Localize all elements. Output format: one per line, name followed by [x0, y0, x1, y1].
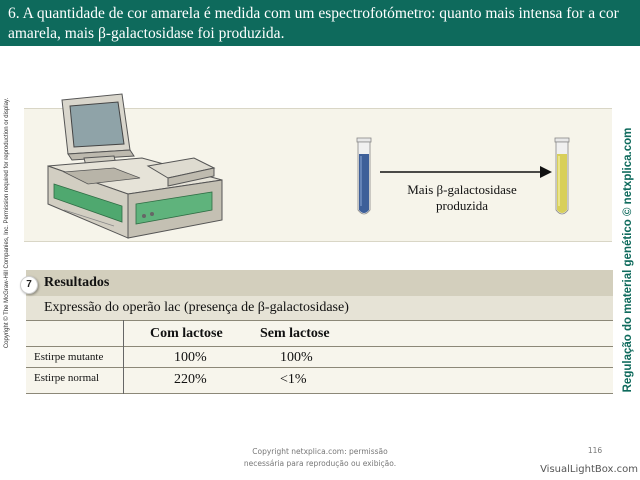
step-badge: 7	[20, 276, 38, 294]
footer-copyright-line1: Copyright netxplica.com: permissão	[252, 447, 388, 456]
table-divider	[26, 320, 613, 321]
side-title: Regulação do material genético © netxplica.com	[622, 127, 634, 393]
blue-test-tube-icon	[354, 136, 374, 220]
page-number: 116	[587, 446, 603, 455]
table-divider	[26, 367, 613, 368]
table-divider	[26, 393, 613, 394]
results-subheading: Expressão do operão lac (presença de β-galactosidase)	[26, 296, 613, 320]
results-heading: Resultados	[26, 270, 613, 296]
cell-mutante-sem: 100%	[280, 350, 313, 365]
row-label-mutante: Estirpe mutante	[34, 351, 104, 363]
spectrophotometer-illustration	[44, 92, 224, 242]
column-header-com-lactose: Com lactose	[150, 326, 223, 341]
results-table	[26, 270, 613, 394]
cell-mutante-com: 100%	[174, 350, 207, 365]
slide-title: 6. A quantidade de cor amarela é medida com um espectrofotómetro: quanto mais intensa for a cor amarela, mais β-galactosidase foi produzida.	[0, 0, 640, 46]
watermark-link[interactable]: VisualLightBox.com	[540, 464, 638, 475]
footer-copyright	[210, 446, 430, 470]
table-divider	[26, 346, 613, 347]
cell-normal-com: 220%	[174, 372, 207, 387]
arrow-icon	[376, 160, 554, 184]
tube-caption-line1: Mais β-galactosidase	[407, 182, 517, 197]
yellow-test-tube-icon	[552, 136, 572, 220]
side-copyright: Copyright © The McGraw-Hill Companies, Inc. Permission required for reproduction or display.	[4, 97, 10, 349]
tube-caption	[382, 182, 542, 214]
column-header-sem-lactose: Sem lactose	[260, 326, 330, 341]
row-label-normal: Estirpe normal	[34, 372, 100, 384]
footer-copyright-line2: necessária para reprodução ou exibição.	[243, 459, 397, 468]
tube-caption-line2: produzida	[436, 198, 488, 213]
cell-normal-sem: <1%	[280, 372, 307, 387]
table-column-divider	[123, 320, 124, 394]
